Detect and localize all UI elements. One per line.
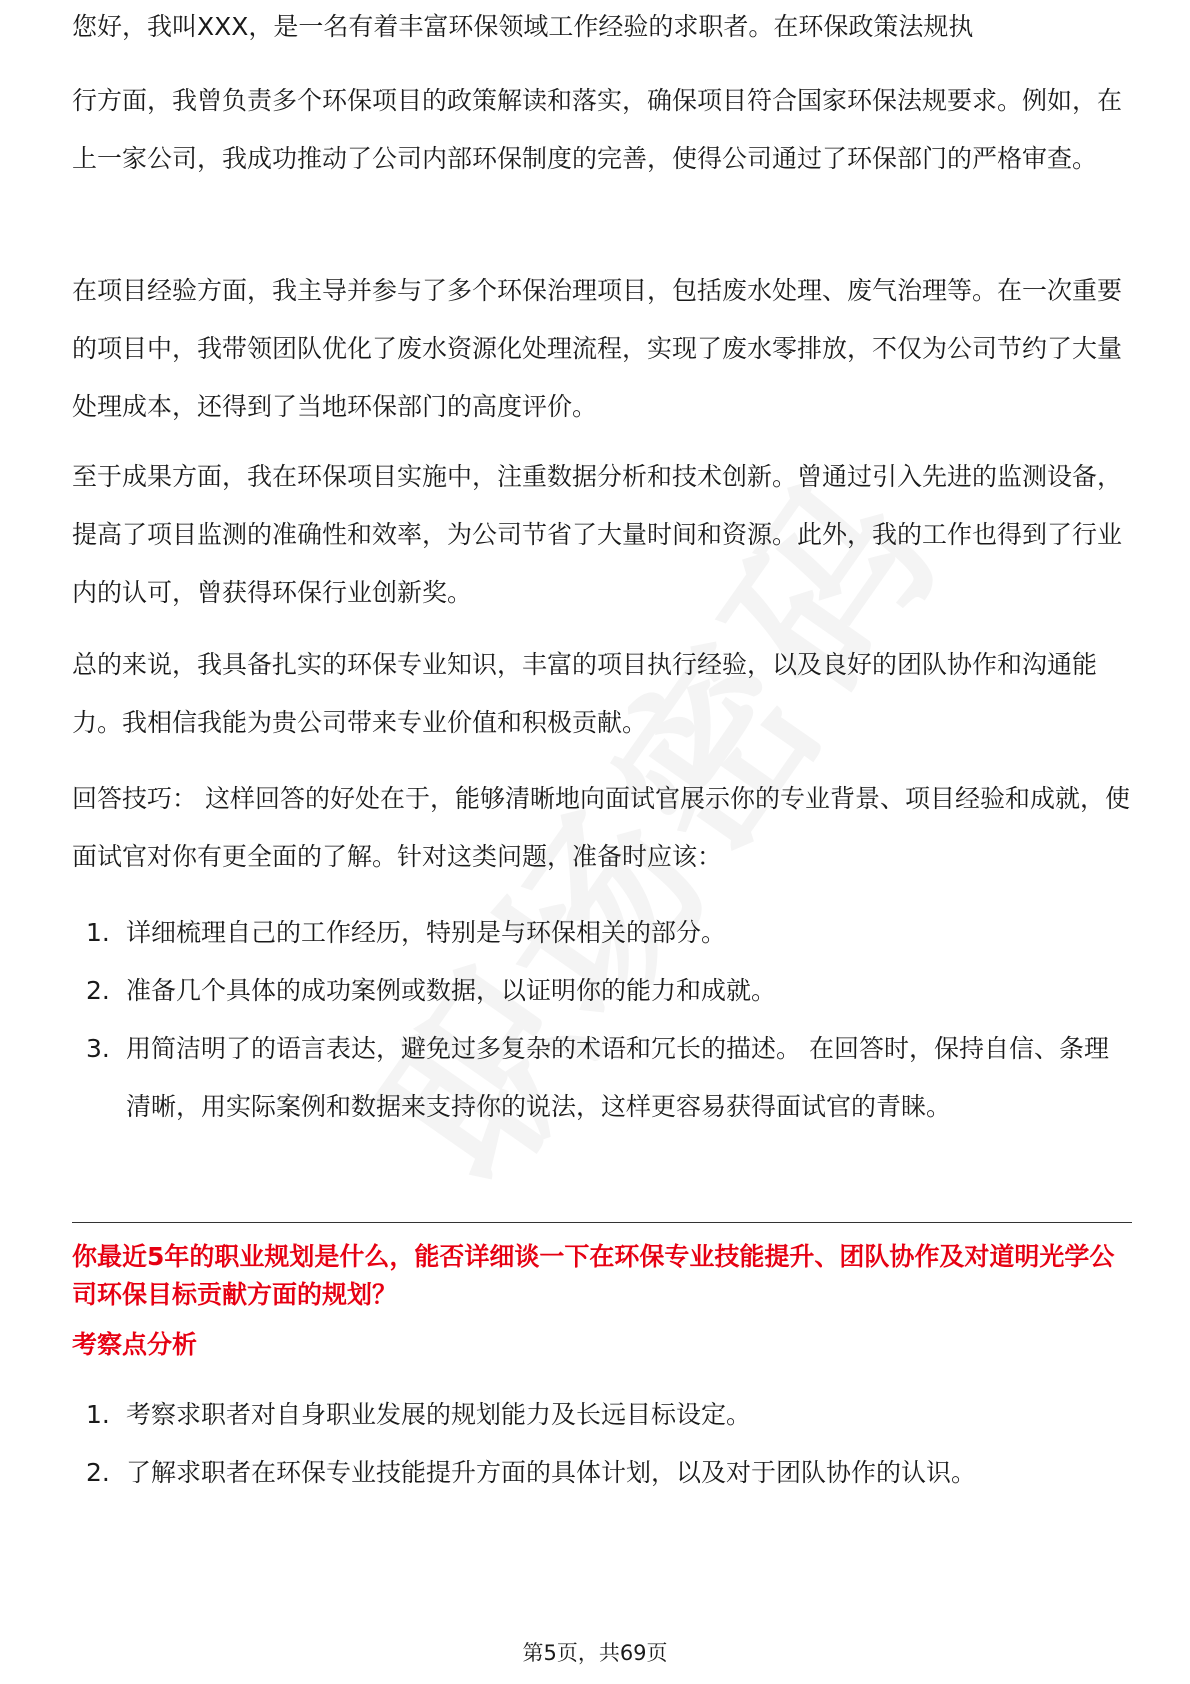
section-divider	[72, 1222, 1132, 1223]
list-item: 1. 考察求职者对自身职业发展的规划能力及长远目标设定。	[86, 1400, 752, 1429]
paragraph-summary: 总的来说，我具备扎实的环保专业知识，丰富的项目执行经验，以及良好的团队协作和沟通能力。我相信我能为贵公司带来专业价值和积极贡献。	[72, 650, 1098, 737]
list-item: 2. 了解求职者在环保专业技能提升方面的具体计划，以及对于团队协作的认识。	[86, 1458, 977, 1487]
tips-list	[72, 904, 1132, 1136]
list-item: 3. 用简洁明了的语言表达，避免过多复杂的术语和冗长的描述。 在回答时，保持自信、条理清晰，用实际案例和数据来支持你的说法，这样更容易获得面试官的青睐。	[86, 1034, 1109, 1121]
analysis-heading: 考察点分析	[72, 1330, 198, 1359]
list-item: 2. 准备几个具体的成功案例或数据，以证明你的能力和成就。	[86, 976, 777, 1005]
page-number-footer: 第5页，共69页	[522, 1641, 668, 1665]
question-heading: 你最近5年的职业规划是什么，能否详细谈一下在环保专业技能提升、团队协作及对道明光学公司环保目标贡献方面的规划？	[72, 1242, 1115, 1309]
cut-off-text-line: 您好，我叫XXX，是一名有着丰富环保领域工作经验的求职者。在环保政策法规执	[72, 12, 974, 41]
paragraph-policy: 行方面，我曾负责多个环保项目的政策解读和落实，确保项目符合国家环保法规要求。例如，在上一家公司，我成功推动了公司内部环保制度的完善，使得公司通过了环保部门的严格审查。	[72, 86, 1123, 173]
paragraph-results: 至于成果方面，我在环保项目实施中，注重数据分析和技术创新。曾通过引入先进的监测设备，提高了项目监测的准确性和效率，为公司节省了大量时间和资源。此外，我的工作也得到了行业内的认可，曾获得环保行业创新奖。	[72, 462, 1123, 607]
analysis-list	[72, 1386, 1132, 1502]
paragraph-projects: 在项目经验方面，我主导并参与了多个环保治理项目，包括废水处理、废气治理等。在一次重要的项目中，我带领团队优化了废水资源化处理流程，实现了废水零排放，不仅为公司节约了大量处理成本，还得到了当地环保部门的高度评价。	[72, 276, 1123, 421]
paragraph-answer-tips: 回答技巧： 这样回答的好处在于，能够清晰地向面试官展示你的专业背景、项目经验和成就，使面试官对你有更全面的了解。针对这类问题，准备时应该：	[72, 784, 1130, 871]
list-item: 1. 详细梳理自己的工作经历，特别是与环保相关的部分。	[86, 918, 727, 947]
